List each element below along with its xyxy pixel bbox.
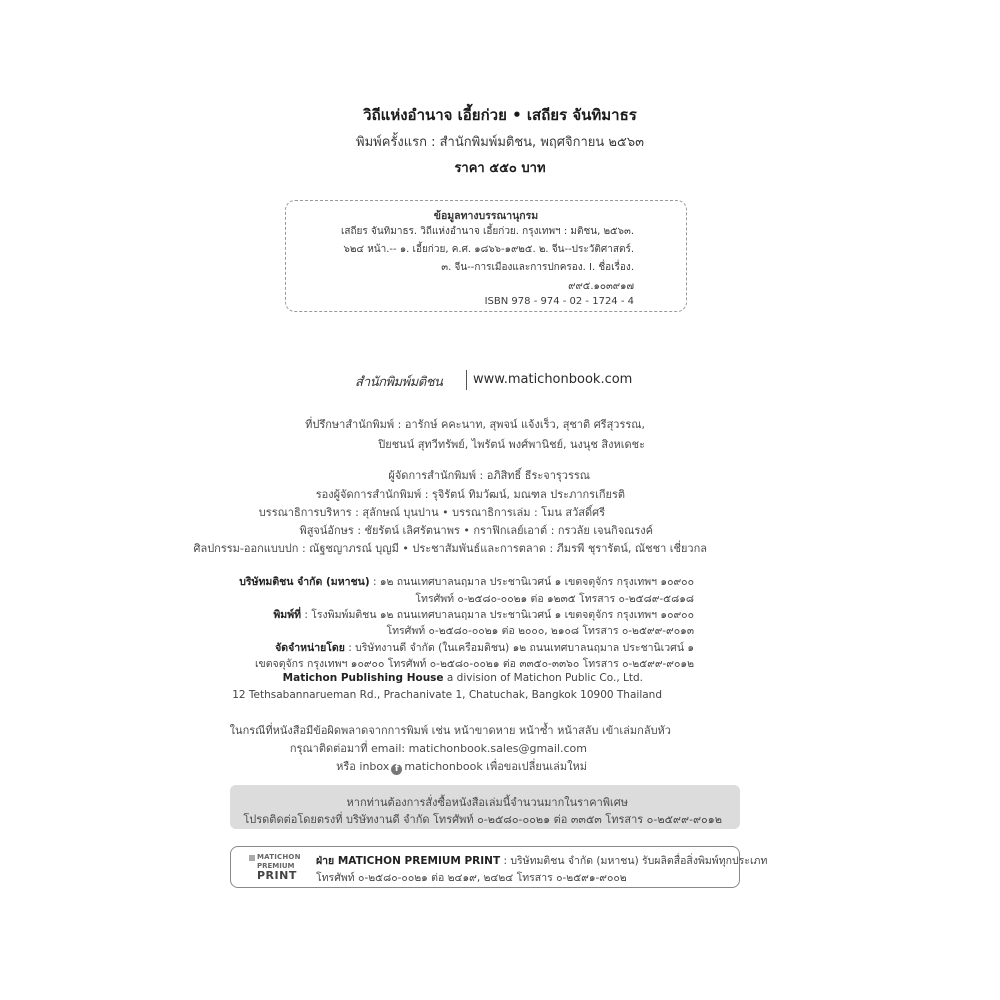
bulk-order-box [230, 785, 740, 829]
cataloging-line: ๖๒๔ หน้า.-- ๑. เอี้ยก่วย, ค.ศ. ๑๘๖๖-๑๙๒๕. ๒. จีน--ประวัติศาสตร์. [343, 244, 634, 255]
error-notice-line: ในกรณีที่หนังสือมีข้อผิดพลาดจากการพิมพ์ เช่น หน้าขาดหาย หน้าซ้ำ หน้าสลับ เข้าเล่มกลับหัว [229, 724, 671, 737]
inbox-prefix: หรือ inbox [336, 760, 390, 773]
price-line: ราคา ๕๕๐ บาท [454, 161, 546, 176]
bulk-order-line-2: โปรดติดต่อโดยตรงที่ บริษัทงานดี จำกัด โทรศัพท์ ๐-๒๕๘๐-๐๐๒๑ ต่อ ๓๓๕๓ โทรสาร ๐-๒๕๙๙-๙๐๑๒ [243, 813, 722, 826]
english-publisher-line [283, 672, 643, 684]
publisher-company-address: : ๑๒ ถนนเทศบาลนฤมาล ประชานิเวศน์ ๑ เขตจตุจักร กรุงเทพฯ ๑๐๙๐๐ [369, 576, 694, 588]
publisher-company-line [239, 573, 694, 590]
facebook-icon: f [391, 764, 402, 775]
edition-line: พิมพ์ครั้งแรก : สำนักพิมพ์มติชน, พฤศจิกายน ๒๕๖๓ [356, 135, 644, 150]
logo-text: PREMIUM [257, 862, 295, 870]
printer-phone: โทรศัพท์ ๐-๒๕๘๐-๐๐๒๑ ต่อ ๒๐๐๐, ๒๑๐๘ โทรสาร ๐-๒๕๙๙-๙๐๑๓ [386, 625, 694, 637]
inbox-line [336, 757, 587, 775]
english-publisher-division: a division of Matichon Public Co., Ltd. [443, 672, 643, 684]
divider [466, 370, 467, 390]
inbox-suffix: matichonbook เพื่อขอเปลี่ยนเล่มใหม่ [404, 760, 587, 773]
logo-text: PRINT [257, 869, 297, 882]
advisors-line-2: ปิยชนน์ สุทวีทรัพย์, ไพรัตน์ พงศ์พานิชย์, นงนุช สิงหเดชะ [378, 438, 645, 451]
deputy-line: รองผู้จัดการสำนักพิมพ์ : รุจิรัตน์ ทิมวัฒน์, มณฑล ประภากรเกียรติ [315, 488, 625, 501]
advisors-line-1: ที่ปรึกษาสำนักพิมพ์ : อารักษ์ คคะนาท, สุพจน์ แจ้งเร็ว, สุชาติ ศรีสุวรรณ, [305, 418, 645, 431]
english-publisher-name: Matichon Publishing House [282, 672, 444, 684]
printer-label: พิมพ์ที่ [273, 609, 302, 621]
cataloging-line: ๓. จีน--การเมืองและการปกครอง. I. ชื่อเรื่อง. [441, 262, 634, 273]
logo-square-icon [249, 855, 255, 861]
editors-line: บรรณาธิการบริหาร : สุลักษณ์ บุนปาน • บรรณาธิการเล่ม : โมน สวัสดิ์ศรี [258, 506, 605, 519]
publisher-company-label: บริษัทมติชน จำกัด (มหาชน) [239, 576, 370, 588]
distributor-address: : บริษัทงานดี จำกัด (ในเครือมติชน) ๑๒ ถนนเทศบาลนฤมาล ประชานิเวศน์ ๑ [344, 642, 694, 654]
cataloging-line: เสถียร จันทิมาธร. วิถีแห่งอำนาจ เอี้ยก่วย. กรุงเทพฯ : มติชน, ๒๕๖๓. [340, 226, 634, 237]
manager-line: ผู้จัดการสำนักพิมพ์ : อภิสิทธิ์ ธีระจารุวรรณ [388, 469, 590, 482]
printer-line [273, 606, 694, 623]
art-line: ศิลปกรรม-ออกแบบปก : ณัฐชญาภรณ์ บุญมี • ประชาสัมพันธ์และการตลาด : ภีมรพี ชุรารัตน์, ณัชชา เชี่ยวกล [193, 542, 707, 555]
printer-address: : โรงพิมพ์มติชน ๑๒ ถนนเทศบาลนฤมาล ประชานิเวศน์ ๑ เขตจตุจักร กรุงเทพฯ ๑๐๙๐๐ [301, 609, 694, 621]
premium-print-desc: : บริษัทมติชน จำกัด (มหาชน) รับผลิตสื่อสิ่งพิมพ์ทุกประเภท [500, 855, 768, 867]
proof-line: พิสูจน์อักษร : ชัยรัตน์ เลิศรัตนาพร • กราฟิกเลย์เอาต์ : กรวลัย เจนกิจณรงค์ [299, 524, 653, 537]
matichon-logo: สำนักพิมพ์มติชน [355, 375, 443, 390]
premium-print-line-1 [316, 852, 767, 869]
publisher-company-phone: โทรศัพท์ ๐-๒๕๘๐-๐๐๒๑ ต่อ ๑๒๓๕ โทรสาร ๐-๒๕๘๙-๕๘๑๘ [415, 593, 694, 605]
premium-print-line-2: โทรศัพท์ ๐-๒๕๘๐-๐๐๒๑ ต่อ ๒๔๑๙, ๒๔๒๔ โทรสาร ๐-๒๕๙๑-๙๐๐๒ [316, 872, 627, 884]
distributor-label: จัดจำหน่ายโดย [275, 642, 345, 654]
brand-row [355, 371, 655, 393]
logo-text: MATICHON [257, 853, 301, 861]
premium-print-logo [249, 853, 301, 883]
cataloging-isbn: ISBN 978 - 974 - 02 - 1724 - 4 [484, 296, 634, 307]
premium-print-label: ฝ่าย MATICHON PREMIUM PRINT [316, 855, 501, 867]
distributor-phone: เขตจตุจักร กรุงเทพฯ ๑๐๙๐๐ โทรศัพท์ ๐-๒๕๘๐-๐๐๒๑ ต่อ ๓๓๕๐-๓๓๖๐ โทรสาร ๐-๒๕๙๙-๙๐๑๒ [254, 658, 694, 670]
cataloging-box [285, 200, 687, 312]
book-title: วิถีแห่งอำนาจ เอี้ยก่วย • เสถียร จันทิมาธร [363, 106, 637, 124]
premium-print-box [230, 846, 768, 888]
website-link[interactable]: www.matichonbook.com [473, 372, 633, 387]
cataloging-classification: ๙๙๕.๑๐๓๙๑๗ [568, 281, 634, 292]
distributor-line [275, 639, 694, 656]
bulk-order-line-1: หากท่านต้องการสั่งซื้อหนังสือเล่มนี้จำนวนมากในราคาพิเศษ [346, 796, 628, 809]
english-publisher-address: 12 Tethsabannarueman Rd., Prachanivate 1, Chatuchak, Bangkok 10900 Thailand [232, 689, 662, 701]
email-line: กรุณาติดต่อมาที่ email: matichonbook.sales@gmail.com [289, 742, 587, 755]
cataloging-heading: ข้อมูลทางบรรณานุกรม [433, 210, 539, 222]
